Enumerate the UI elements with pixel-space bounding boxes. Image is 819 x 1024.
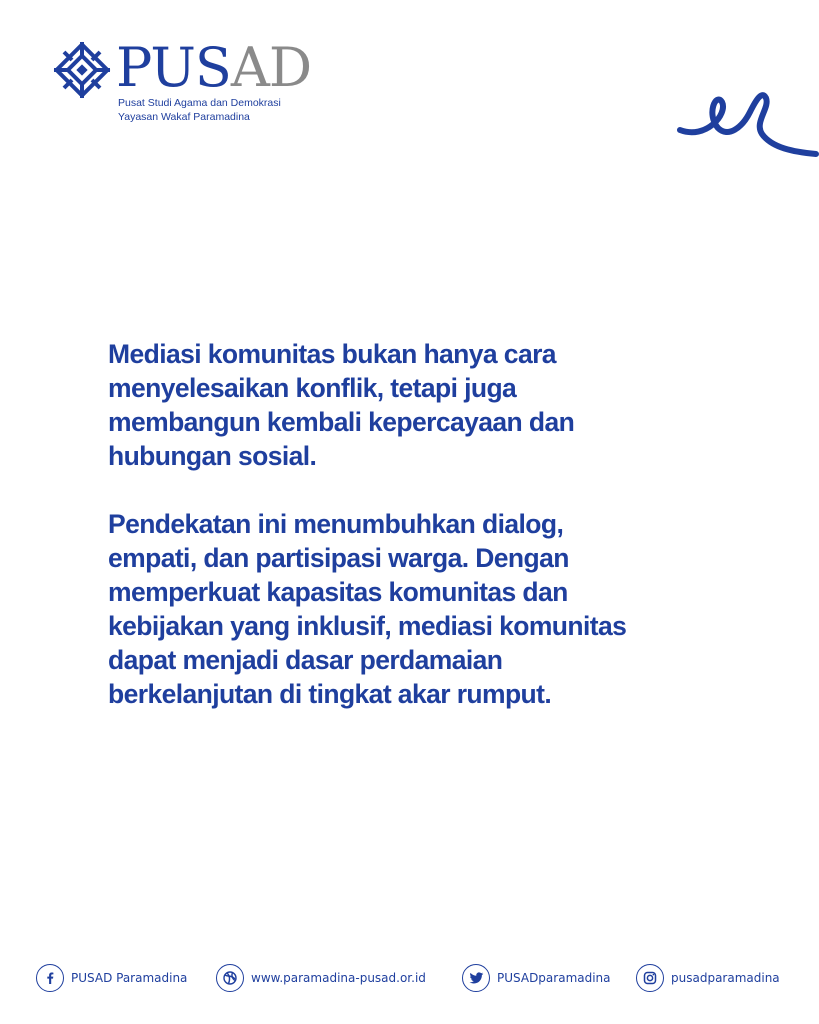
facebook-icon	[36, 964, 64, 992]
instagram-link[interactable]	[636, 962, 780, 994]
main-content	[108, 337, 748, 711]
website-link[interactable]	[216, 962, 426, 994]
pusad-emblem-icon	[50, 38, 114, 102]
logo-subtitle-line2: Yayasan Wakaf Paramadina	[118, 111, 250, 123]
decorative-squiggle	[676, 84, 819, 164]
twitter-label: PUSADparamadina	[497, 971, 611, 985]
instagram-label: pusadparamadina	[671, 971, 780, 985]
instagram-icon	[636, 964, 664, 992]
globe-icon	[216, 964, 244, 992]
facebook-link[interactable]	[36, 962, 187, 994]
paragraph-2: Pendekatan ini menumbuhkan dialog, empati, dan partisipasi warga. Dengan memperkuat kapasitas komunitas dan kebijakan yang inklusif, mediasi komunitas dapat menjadi dasar perdamaian berkelanjutan di tingkat akar rumput.	[108, 509, 627, 709]
facebook-label: PUSAD Paramadina	[71, 971, 188, 985]
twitter-link[interactable]	[462, 962, 611, 994]
website-label: www.paramadina-pusad.or.id	[251, 971, 426, 985]
logo-subtitle-line1: Pusat Studi Agama dan Demokrasi	[118, 97, 281, 109]
logo-wordmark: PUSAD	[116, 36, 312, 99]
pusad-logo	[50, 38, 310, 128]
twitter-icon	[462, 964, 490, 992]
paragraph-1: Mediasi komunitas bukan hanya cara menyelesaikan konflik, tetapi juga membangun kembali kepercayaan dan hubungan sosial.	[108, 339, 575, 471]
footer-social-bar	[0, 956, 819, 1000]
